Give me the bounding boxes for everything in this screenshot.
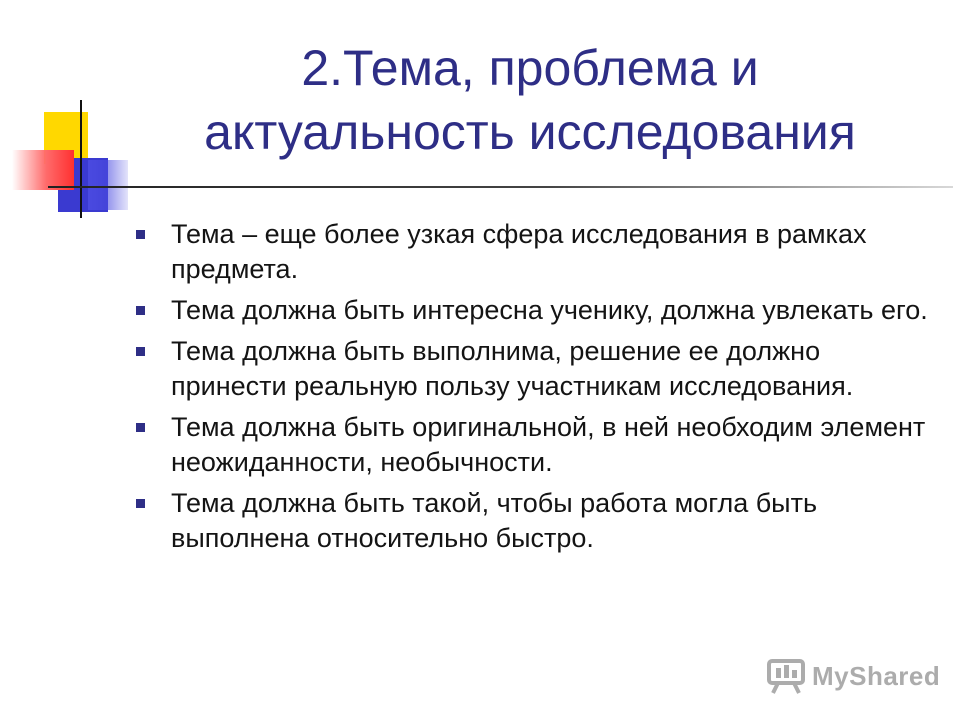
- bullet-item: [136, 486, 936, 556]
- bullet-item: [136, 334, 936, 404]
- title-underline: [48, 186, 953, 188]
- bullet-text: Тема должна быть оригинальной, в ней необходим элемент неожиданности, необычности.: [171, 412, 926, 477]
- bullet-marker-icon: [136, 306, 145, 315]
- bullet-text: Тема должна быть интересна ученику, должна увлекать его.: [171, 295, 928, 325]
- bullet-marker-icon: [136, 347, 145, 356]
- bullet-list: [136, 217, 936, 562]
- bullet-item: [136, 217, 936, 287]
- bullet-marker-icon: [136, 423, 145, 432]
- presentation-board-icon: [766, 657, 806, 695]
- bullet-text: Тема должна быть выполнима, решение ее должно принести реальную пользу участникам исследования.: [171, 336, 854, 401]
- watermark-text: MyShared: [812, 660, 941, 691]
- decorative-blue-fade: [88, 160, 128, 210]
- bullet-text: Тема должна быть такой, чтобы работа могла быть выполнена относительно быстро.: [171, 488, 818, 553]
- decorative-vertical-line: [80, 100, 82, 218]
- bullet-marker-icon: [136, 499, 145, 508]
- watermark-logo: [766, 654, 940, 698]
- slide-title-line-1: 2.Тема, проблема и: [301, 40, 759, 96]
- decorative-red-square: [12, 150, 74, 190]
- slide-title-line-2: актуальность исследования: [204, 104, 856, 160]
- bullet-item: [136, 410, 936, 480]
- slide-title: [140, 36, 920, 164]
- bullet-item: [136, 293, 936, 328]
- bullet-marker-icon: [136, 230, 145, 239]
- bullet-text: Тема – еще более узкая сфера исследования в рамках предмета.: [171, 219, 867, 284]
